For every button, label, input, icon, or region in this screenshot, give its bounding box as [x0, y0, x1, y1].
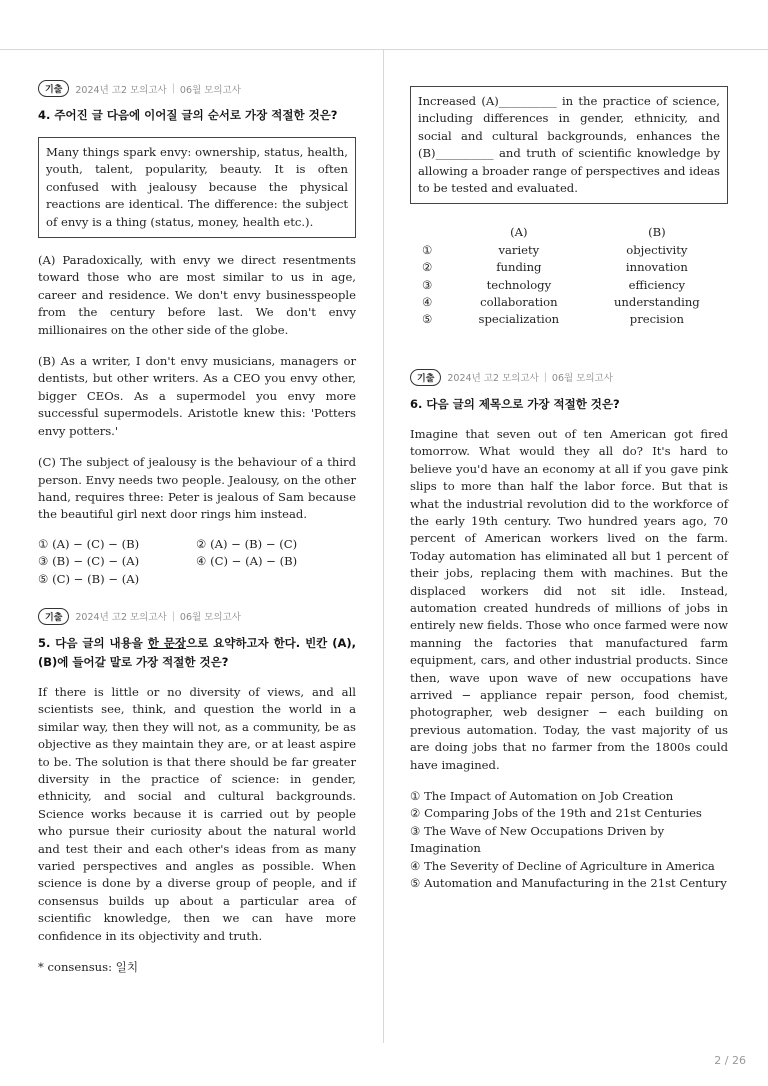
tag-separator: |	[543, 371, 547, 383]
choice-b: objectivity	[626, 242, 688, 257]
exam-month: 06월 모의고사	[179, 612, 241, 624]
question-6-choices	[410, 788, 728, 892]
exam-month: 06월 모의고사	[179, 84, 241, 96]
question-4-title: 4. 주어진 글 다음에 이어질 글의 순서로 가장 적절한 것은?	[38, 108, 338, 122]
choice-2[interactable]: ② Comparing Jobs of the 19th and 21st Centuries	[410, 806, 702, 821]
question-5-tag	[38, 608, 356, 625]
title-part: 으로 요약하고자 한다. 빈칸 (A), (B)에 들어갈 말로 가장 적절한 것은?	[38, 635, 356, 669]
choice-b: efficiency	[628, 277, 686, 292]
table-row[interactable]	[410, 242, 728, 259]
question-5-choices-table	[410, 224, 728, 328]
tag-separator: |	[171, 610, 175, 622]
right-column	[410, 86, 728, 892]
choice-number: ②	[422, 260, 433, 275]
past-exam-badge: 기출	[38, 608, 69, 625]
table-row[interactable]	[410, 294, 728, 311]
top-rule	[0, 49, 768, 50]
title-underlined: 한 문장	[147, 635, 186, 650]
question-4-para-b: (B) As a writer, I don't envy musicians, managers or dentists, but other writers. As a CEO you envy other, bigger CEOs. As a supermodel you envy more successful supermodels. Aristotle knew this: 'Potters envy potters.'	[38, 354, 356, 438]
choice-a: specialization	[478, 312, 560, 327]
question-5-summary-box: Increased (A)__________ in the practice of science, including differences in gender, ethnicity, and social and cultural backgrounds, enhances the (B)__________ and truth of scientific knowledge by allowing a broader range of perspectives and ideas to be tested and evaluated.	[410, 86, 728, 204]
choice-1[interactable]: ① The Impact of Automation on Job Creation	[410, 789, 674, 803]
question-4-choices	[38, 536, 356, 588]
choice-3[interactable]: ③ (B) − (C) − (A)	[38, 554, 140, 569]
choice-number: ③	[422, 277, 433, 292]
choice-2[interactable]: ② (A) − (B) − (C)	[196, 536, 298, 551]
choice-1[interactable]: ① (A) − (C) − (B)	[38, 536, 140, 551]
choice-a: variety	[498, 242, 540, 257]
choice-5[interactable]: ⑤ (C) − (B) − (A)	[38, 571, 140, 586]
exam-year: 2024년 고2 모의고사	[447, 373, 539, 385]
choice-4[interactable]: ④ (C) − (A) − (B)	[196, 554, 298, 569]
exam-year: 2024년 고2 모의고사	[75, 84, 167, 96]
question-4-para-c: (C) The subject of jealousy is the behaviour of a third person. Envy needs two people. Jealousy, on the other hand, requires three: Peter is jealous of Sam because the beautiful girl next door rings him instead.	[38, 455, 356, 522]
table-row[interactable]	[410, 277, 728, 294]
choice-a: funding	[496, 260, 542, 275]
choice-4[interactable]: ④ The Severity of Decline of Agriculture in America	[410, 858, 715, 873]
question-5-footnote: * consensus: 일치	[38, 960, 139, 975]
exam-month: 06월 모의고사	[551, 373, 613, 385]
choice-a: technology	[486, 277, 552, 292]
choice-number: ⑤	[422, 312, 433, 327]
question-5-passage: If there is little or no diversity of views, and all scientists see, think, and question the world in a similar way, then they will not, as a community, be as objective as they maintain they are, or at least aspire to be. The solution is that there should be far greater diversity in the practice of science: in gender, ethnicity, and social and cultural backgrounds. Science works because it is carried out by people who pursue their curiosity about the natural world and test their and each other's ideas from as many varied perspectives and angles as possible. When science is done by a diverse group of people, and if consensus builds up about a particular area of scientific knowledge, then we can have more confidence in its objectivity and truth.	[38, 684, 356, 943]
column-a-header: (A)	[510, 225, 528, 240]
table-row[interactable]	[410, 259, 728, 276]
question-4-para-a: (A) Paradoxically, with envy we direct resentments toward those who are most similar to us in age, career and residence. We don't envy businesspeople from the century before last. We don't envy millionaires on the other side of the globe.	[38, 253, 356, 337]
past-exam-badge: 기출	[38, 80, 69, 97]
question-4-given-text: Many things spark envy: ownership, status, health, youth, talent, popularity, beauty. It is often confused with jealousy because the physical reactions are identical. The difference: the subject of envy is a thing (status, money, health etc.).	[38, 137, 356, 238]
question-5-title	[38, 634, 356, 672]
table-row[interactable]	[410, 311, 728, 328]
tag-separator: |	[171, 83, 175, 94]
choice-b: understanding	[613, 295, 700, 310]
question-6-title: 6. 다음 글의 제목으로 가장 적절한 것은?	[410, 396, 620, 411]
left-column	[38, 80, 356, 975]
choice-number: ④	[422, 295, 433, 310]
choice-a: collaboration	[480, 295, 558, 310]
exam-year: 2024년 고2 모의고사	[75, 612, 167, 624]
question-6-passage: Imagine that seven out of ten American got fired tomorrow. What would they all do? It's hard to believe you'd have an economy at all if you gave pink slips to more than half the labor force. But that is what the industrial revolution did to the workforce of the early 19th century. Two hundred years ago, 70 percent of American workers lived on the farm. Today automation has eliminated all but 1 percent of their jobs, replacing them with machines. But the displaced workers did not sit idle. Instead, automation created hundreds of millions of jobs in entirely new fields. Those who once farmed were now manning the factories that manufactured farm equipment, cars, and other industrial products. Since then, wave upon wave of new occupations have arrived − appliance repair person, food chemist, photographer, web designer − each building on previous automation. Today, the vast majority of us are doing jobs that no farmer from the 1800s could have imagined.	[410, 426, 728, 772]
column-b-header: (B)	[648, 225, 666, 240]
choice-b: innovation	[625, 260, 688, 275]
choice-5[interactable]: ⑤ Automation and Manufacturing in the 21st Century	[410, 876, 727, 891]
choice-number: ①	[422, 242, 433, 257]
page-number: 2 / 26	[714, 1054, 746, 1067]
choice-b: precision	[629, 312, 684, 327]
title-part: 5. 다음 글의 내용을	[38, 635, 148, 650]
column-divider	[383, 50, 384, 1043]
past-exam-badge: 기출	[410, 369, 441, 386]
table-header	[410, 224, 728, 241]
choice-3[interactable]: ③ The Wave of New Occupations Driven by Imagination	[410, 823, 665, 856]
question-6-tag	[410, 369, 728, 386]
question-4-tag	[38, 80, 356, 97]
